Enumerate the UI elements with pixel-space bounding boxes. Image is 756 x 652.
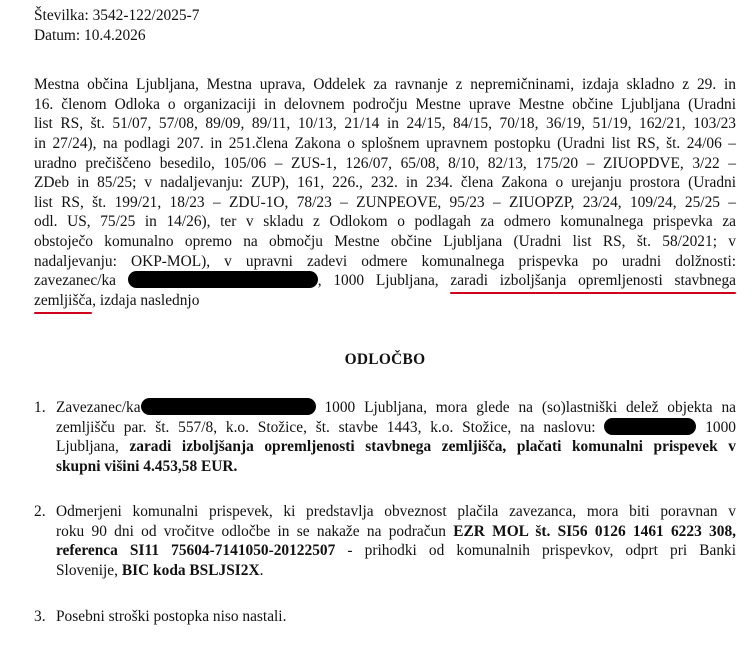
decision-item xyxy=(34,398,736,476)
intro-suffix: , izdaja naslednjo xyxy=(92,291,200,309)
highlight-reason-end: zemljišča xyxy=(34,291,93,309)
item-line xyxy=(56,541,736,561)
decision-item xyxy=(34,502,736,580)
item-text: - prihodki od komunalnih prispevkov, odprt pri Banki xyxy=(335,542,736,560)
item-number: 1. xyxy=(34,398,46,416)
intro-paragraph xyxy=(34,75,736,310)
obligor-city: , 1000 Ljubljana, xyxy=(317,272,451,290)
redaction-bar xyxy=(141,398,316,415)
item-reference: referenca SI11 75604-7141050-20122507 xyxy=(56,542,336,560)
intro-line: list RS, št. 51/07, 57/08, 89/09, 89/11, 10/13, 21/14 in 24/15, 84/15, 70/18, 36/19, 51/19, 162/21, 103/23 xyxy=(34,115,736,133)
item-text: Slovenije, xyxy=(56,562,122,580)
intro-line: Mestna občina Ljubljana, Mestna uprava, Oddelek za ravnanje z nepremičninami, izdaja skladno z 29. in xyxy=(34,76,736,94)
item-line: Posebni stroški postopka niso nastali. xyxy=(56,607,287,625)
decision-title: ODLOČBO xyxy=(344,351,426,369)
item-text: Zavezanec/ka xyxy=(56,398,141,416)
intro-line: uradno prečiščeno besedilo, 105/06 – ZUS-1, 126/07, 65/08, 8/10, 82/13, 175/20 – ZIUOPDVE, 3/22 – xyxy=(34,154,736,172)
item-text: roku 90 dni od vročitve odločbe in se nakaže na podračun xyxy=(56,522,454,540)
item-line xyxy=(56,418,736,438)
item-text: zemljišču par. št. 557/8, k.o. Stožice, št. stavbe 1443, k.o. Stožice, na naslovu: xyxy=(56,418,596,436)
highlight-reason: zaradi izboljšanja opremljenosti stavbnega xyxy=(450,272,737,290)
item-text: . xyxy=(259,562,264,580)
item-text: 1000 xyxy=(696,418,736,436)
intro-line: list RS, št. 199/21, 18/23 – ZDU-1O, 78/23 – ZUNPEOVE, 95/23 – ZIUOPZP, 23/24, 109/24, 25/25 – xyxy=(34,193,736,211)
item-line xyxy=(56,561,736,581)
item-number: 3. xyxy=(34,607,46,625)
document-date: Datum: 10.4.2026 xyxy=(34,26,146,44)
item-account: EZR MOL št. SI56 0126 1461 6223 308, xyxy=(453,522,736,540)
item-text: 1000 Ljubljana, mora glede na (so)lastniški delež objekta na xyxy=(315,398,736,416)
intro-line: odl. US, 75/25 in 14/26), ter v skladu z Odlokom o podlagah za odmero komunalnega prispevka za xyxy=(34,213,736,231)
intro-line: ZDeb in 85/25; v nadaljevanju: ZUP), 161, 226., 232. in 234. člena Zakona o urejanju prostora (Uradni xyxy=(34,174,736,192)
intro-line: in 27/24), na podlagi 207. in 251.člena Zakona o splošnem upravnem postopku (Uradni list RS, št. 24/06 – xyxy=(34,134,736,152)
item-line: Odmerjeni komunalni prispevek, ki predstavlja obveznost plačila zavezanca, mora biti poravnan v xyxy=(56,503,736,521)
item-text-bold: zaradi izboljšanja opremljenosti stavbnega zemljišča, plačati komunalni prispevek v xyxy=(129,438,736,456)
decision-items xyxy=(34,398,736,626)
item-text: Ljubljana, xyxy=(56,438,130,456)
item-amount: skupni višini 4.453,58 EUR. xyxy=(56,457,238,475)
item-line xyxy=(56,437,736,457)
decision-item xyxy=(34,607,736,627)
intro-line: 16. členom Odloka o organizaciji in delovnem področju Mestne uprave Mestne občine Ljubljana (Uradni xyxy=(34,95,736,113)
obligor-label: zavezanec/ka xyxy=(34,272,117,290)
intro-line-obligor xyxy=(34,271,736,291)
item-line xyxy=(56,398,736,418)
redaction-bar xyxy=(604,418,696,435)
document-number: Številka: 3542-122/2025-7 xyxy=(34,7,200,24)
document-header xyxy=(34,6,736,45)
item-line xyxy=(56,522,736,542)
intro-line: nadaljevanju: OKP-MOL), v upravni zadevi odmere komunalnega prispevka po uradni dolžnosti: xyxy=(34,252,736,270)
item-number: 2. xyxy=(34,503,46,521)
intro-line: obstoječo komunalno opremo na območju Mestne občine Ljubljana (Uradni list RS, št. 58/2021; v xyxy=(34,232,736,250)
item-bic: BIC koda BSLJSI2X xyxy=(121,562,260,580)
item-line xyxy=(56,457,736,477)
decision-document xyxy=(34,6,736,652)
redaction-bar xyxy=(128,271,318,288)
